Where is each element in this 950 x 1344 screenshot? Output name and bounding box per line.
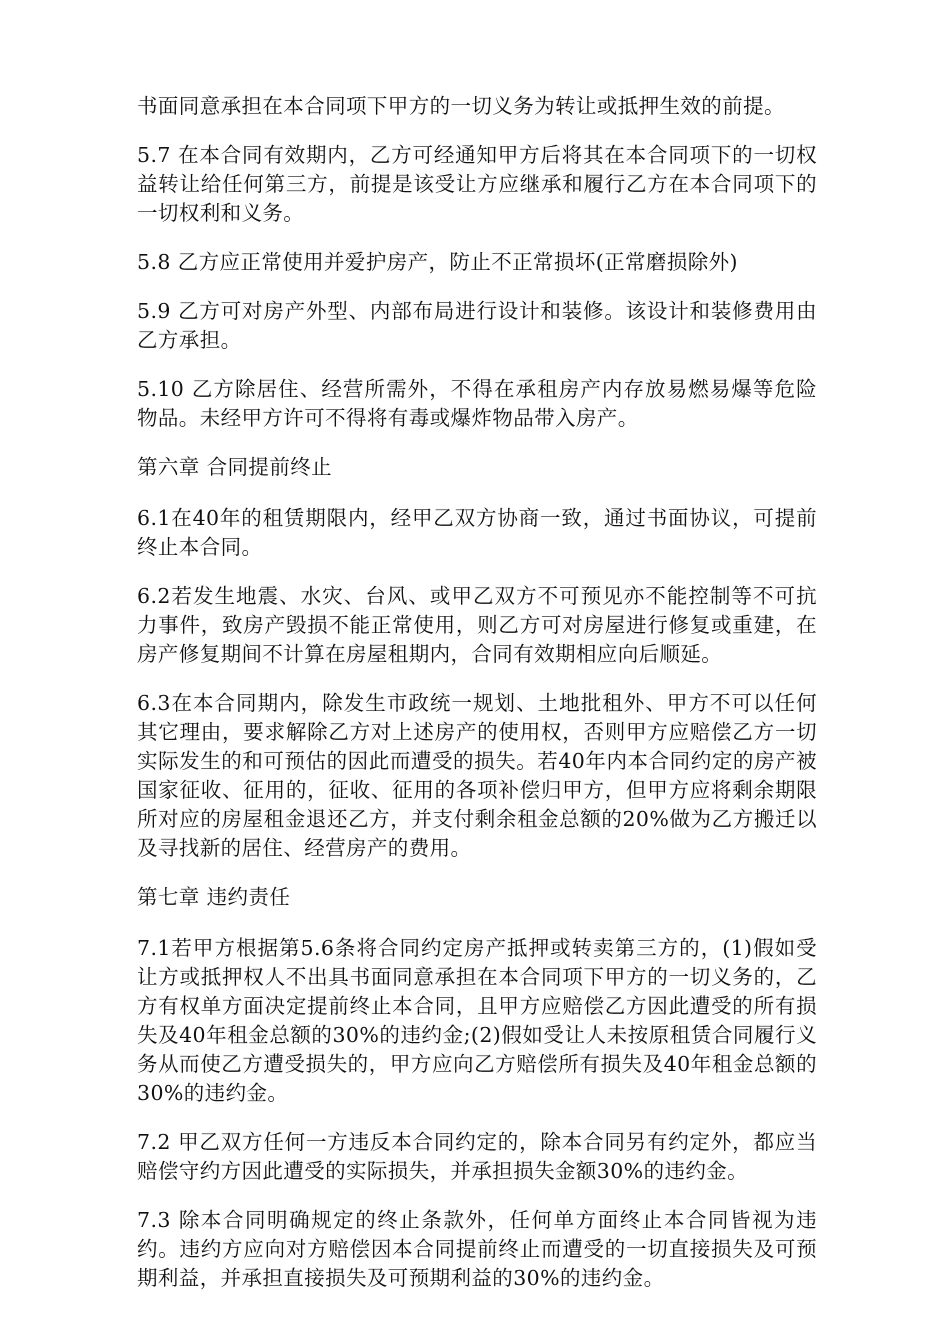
clause-5-8: 5.8 乙方应正常使用并爱护房产，防止不正常损坏(正常磨损除外) [137, 250, 738, 274]
paragraph-assignment-condition: 书面同意承担在本合同项下甲方的一切义务为转让或抵押生效的前提。 [137, 94, 785, 118]
clause-6-2: 6.2若发生地震、水灾、台风、或甲乙双方不可预见亦不能控制等不可抗力事件，致房产毁损不能正常使用，则乙方可对房屋进行修复或重建，在房产修复期间不计算在房屋租期内，合同有效期相应向后顺延。 [137, 584, 817, 666]
clause-7-2: 7.2 甲乙双方任何一方违反本合同约定的，除本合同另有约定外，都应当赔偿守约方因此遭受的实际损失，并承担损失金额30%的违约金。 [137, 1130, 817, 1183]
clause-5-7: 5.7 在本合同有效期内，乙方可经通知甲方后将其在本合同项下的一切权益转让给任何第三方，前提是该受让方应继承和履行乙方在本合同项下的一切权利和义务。 [137, 143, 817, 225]
clause-5-10: 5.10 乙方除居住、经营所需外，不得在承租房产内存放易燃易爆等危险物品。未经甲方许可不得将有毒或爆炸物品带入房产。 [137, 377, 817, 430]
clause-7-3: 7.3 除本合同明确规定的终止条款外，任何单方面终止本合同皆视为违约。违约方应向对方赔偿因本合同提前终止而遭受的一切直接损失及可预期利益，并承担直接损失及可预期利益的30%的违约金。 [137, 1208, 817, 1290]
clause-7-1: 7.1若甲方根据第5.6条将合同约定房产抵押或转卖第三方的，(1)假如受让方或抵押权人不出具书面同意承担在本合同项下甲方的一切义务的，乙方有权单方面决定提前终止本合同，且甲方应赔偿乙方因此遭受的所有损失及40年租金总额的30%的违约金;(2)假如受让人未按原租赁合同履行义务从而使乙方遭受损失的，甲方应向乙方赔偿所有损失及40年租金总额的30%的违约金。 [137, 936, 817, 1105]
clause-5-9: 5.9 乙方可对房产外型、内部布局进行设计和装修。该设计和装修费用由乙方承担。 [137, 299, 817, 352]
chapter-6-heading: 第六章 合同提前终止 [137, 455, 333, 479]
clause-6-3: 6.3在本合同期内，除发生市政统一规划、土地批租外、甲方不可以任何其它理由，要求解除乙方对上述房产的使用权，否则甲方应赔偿乙方一切实际发生的和可预估的因此而遭受的损失。若40年内本合同约定的房产被国家征收、征用的，征收、征用的各项补偿归甲方，但甲方应将剩余期限所对应的房屋租金退还乙方，并支付剩余租金总额的20%做为乙方搬迁以及寻找新的居住、经营房产的费用。 [137, 691, 817, 860]
chapter-7-heading: 第七章 违约责任 [137, 885, 291, 909]
document-page [137, 92, 817, 1313]
clause-6-1: 6.1在40年的租赁期限内，经甲乙双方协商一致，通过书面协议，可提前终止本合同。 [137, 506, 817, 559]
